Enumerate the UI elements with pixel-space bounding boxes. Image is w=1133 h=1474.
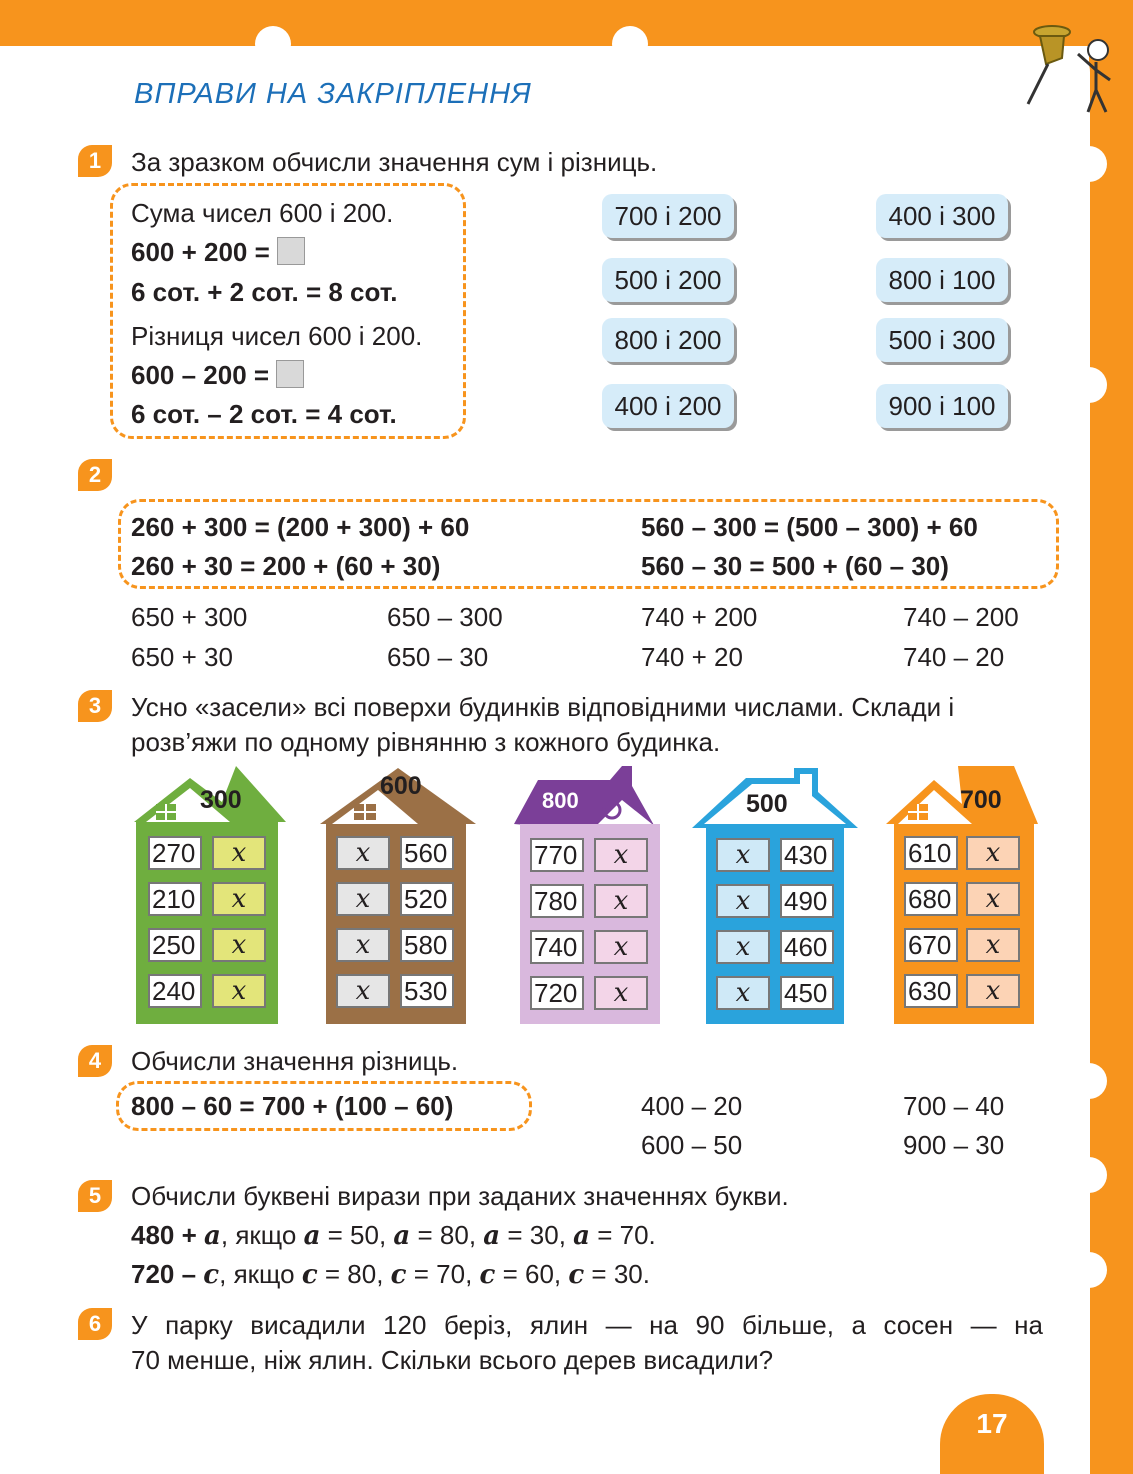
floor-number: 530 xyxy=(400,974,454,1008)
answer-box xyxy=(276,360,304,388)
roof-number: 800 xyxy=(542,788,579,813)
page-number: 17 xyxy=(940,1394,1044,1474)
roof-number: 700 xyxy=(960,786,1002,814)
exercise-number: 6 xyxy=(78,1308,112,1340)
floor-number: 270 xyxy=(148,836,202,870)
house-800 xyxy=(512,766,662,1024)
section-heading: ВПРАВИ НА ЗАКРІПЛЕННЯ xyxy=(134,78,532,110)
top-notch xyxy=(255,26,291,62)
unknown-x: x xyxy=(966,882,1020,916)
unknown-x: x xyxy=(212,882,266,916)
number-pair-pill: 500 і 200 xyxy=(602,258,734,302)
number-pair-pill: 400 і 300 xyxy=(876,194,1008,238)
task-expression: 650 + 300 xyxy=(131,602,248,632)
sample-line: 600 + 200 = xyxy=(131,237,305,268)
unknown-x: x xyxy=(966,928,1020,962)
roof-number: 300 xyxy=(200,786,242,814)
unknown-x: x xyxy=(716,976,770,1010)
floor-number: 450 xyxy=(780,976,834,1010)
floor-number: 250 xyxy=(148,928,202,962)
task-expression: 650 + 30 xyxy=(131,642,233,672)
exercise-number: 5 xyxy=(78,1180,112,1212)
floor-number: 680 xyxy=(904,882,958,916)
unknown-x: x xyxy=(966,974,1020,1008)
task-expression: 650 – 300 xyxy=(387,602,503,632)
roof-number: 500 xyxy=(746,790,788,818)
house-500 xyxy=(690,766,860,1024)
sample-line: 560 – 300 = (500 – 300) + 60 xyxy=(641,512,978,542)
floor-number: 240 xyxy=(148,974,202,1008)
floor-number: 490 xyxy=(780,884,834,918)
floor-number: 770 xyxy=(530,838,584,872)
tab-notch xyxy=(1071,367,1107,403)
roof-number: 600 xyxy=(380,772,422,800)
exercise-1-instruction: За зразком обчисли значення сум і різниць. xyxy=(131,147,658,177)
task-expression: 650 – 30 xyxy=(387,642,489,672)
unknown-x: x xyxy=(594,838,648,872)
number-pair-pill: 800 і 100 xyxy=(876,258,1008,302)
unknown-x: x xyxy=(716,838,770,872)
sample-line: 260 + 30 = 200 + (60 + 30) xyxy=(131,551,441,581)
unknown-x: x xyxy=(336,836,390,870)
exercise-number: 4 xyxy=(78,1045,112,1077)
expression-line: 720 – c, якщо c = 80, c = 70, c = 60, c = 30. xyxy=(131,1259,650,1290)
unknown-x: x xyxy=(212,836,266,870)
floor-number: 560 xyxy=(400,836,454,870)
exercise-4-instruction: Обчисли значення різниць. xyxy=(131,1046,459,1076)
floor-number: 580 xyxy=(400,928,454,962)
expression-line: 480 + a, якщо a = 50, a = 80, a = 30, a = 70. xyxy=(131,1220,656,1251)
unknown-x: x xyxy=(336,974,390,1008)
exercise-number: 3 xyxy=(78,690,112,722)
sample-line: 560 – 30 = 500 + (60 – 30) xyxy=(641,551,949,581)
exercise-3-instruction: Усно «засели» всі поверхи будинків відповідними числами. Склади і xyxy=(131,692,955,722)
task-expression: 600 – 50 xyxy=(641,1130,743,1160)
floor-number: 720 xyxy=(530,976,584,1010)
exercise-number: 1 xyxy=(78,145,112,177)
top-notch xyxy=(612,26,648,62)
top-band xyxy=(0,0,1133,46)
tab-notch xyxy=(1071,1252,1107,1288)
house-600 xyxy=(318,766,478,1024)
sample-line: 800 – 60 = 700 + (100 – 60) xyxy=(131,1091,454,1121)
floor-number: 610 xyxy=(904,836,958,870)
exercise-3-instruction: розв’яжи по одному рівнянню з кожного будинка. xyxy=(131,727,721,757)
unknown-x: x xyxy=(716,930,770,964)
unknown-x: x xyxy=(966,836,1020,870)
tab-notch xyxy=(1071,146,1107,182)
sample-line: 260 + 300 = (200 + 300) + 60 xyxy=(131,512,470,542)
task-expression: 740 – 20 xyxy=(903,642,1005,672)
exercise-5-instruction: Обчисли буквені вирази при заданих значеннях букви. xyxy=(131,1181,789,1211)
house-700 xyxy=(884,766,1040,1024)
tab-notch xyxy=(1071,1063,1107,1099)
task-expression: 900 – 30 xyxy=(903,1130,1005,1160)
unknown-x: x xyxy=(716,884,770,918)
number-pair-pill: 500 і 300 xyxy=(876,318,1008,362)
floor-number: 210 xyxy=(148,882,202,916)
floor-number: 670 xyxy=(904,928,958,962)
sample-line: Різниця чисел 600 і 200. xyxy=(131,321,423,351)
task-expression: 400 – 20 xyxy=(641,1091,743,1121)
task-expression: 740 – 200 xyxy=(903,602,1019,632)
sample-line: 6 сот. – 2 сот. = 4 сот. xyxy=(131,399,397,429)
unknown-x: x xyxy=(336,928,390,962)
number-pair-pill: 700 і 200 xyxy=(602,194,734,238)
task-expression: 740 + 20 xyxy=(641,642,743,672)
sample-line: 600 – 200 = xyxy=(131,360,304,391)
number-pair-pill: 900 і 100 xyxy=(876,384,1008,428)
task-expression: 700 – 40 xyxy=(903,1091,1005,1121)
sample-line: 6 сот. + 2 сот. = 8 сот. xyxy=(131,277,398,307)
number-pair-pill: 400 і 200 xyxy=(602,384,734,428)
unknown-x: x xyxy=(594,884,648,918)
tab-notch xyxy=(1071,1157,1107,1193)
floor-number: 780 xyxy=(530,884,584,918)
house-300 xyxy=(130,766,290,1024)
unknown-x: x xyxy=(212,928,266,962)
unknown-x: x xyxy=(594,930,648,964)
unknown-x: x xyxy=(594,976,648,1010)
sample-line: Сума чисел 600 і 200. xyxy=(131,198,394,228)
answer-box xyxy=(277,237,305,265)
floor-number: 430 xyxy=(780,838,834,872)
unknown-x: x xyxy=(212,974,266,1008)
exercise-6-text: 70 менше, ніж ялин. Скільки всього дерев висадили? xyxy=(131,1345,774,1375)
unknown-x: x xyxy=(336,882,390,916)
exercise-number: 2 xyxy=(78,459,112,491)
exercise-6-text: У парку висадили 120 беріз, ялин — на 90 більше, а сосен — на xyxy=(131,1310,1043,1340)
floor-number: 460 xyxy=(780,930,834,964)
pushpin-mascot-icon xyxy=(1018,14,1122,118)
floor-number: 740 xyxy=(530,930,584,964)
floor-number: 520 xyxy=(400,882,454,916)
number-pair-pill: 800 і 200 xyxy=(602,318,734,362)
task-expression: 740 + 200 xyxy=(641,602,758,632)
floor-number: 630 xyxy=(904,974,958,1008)
